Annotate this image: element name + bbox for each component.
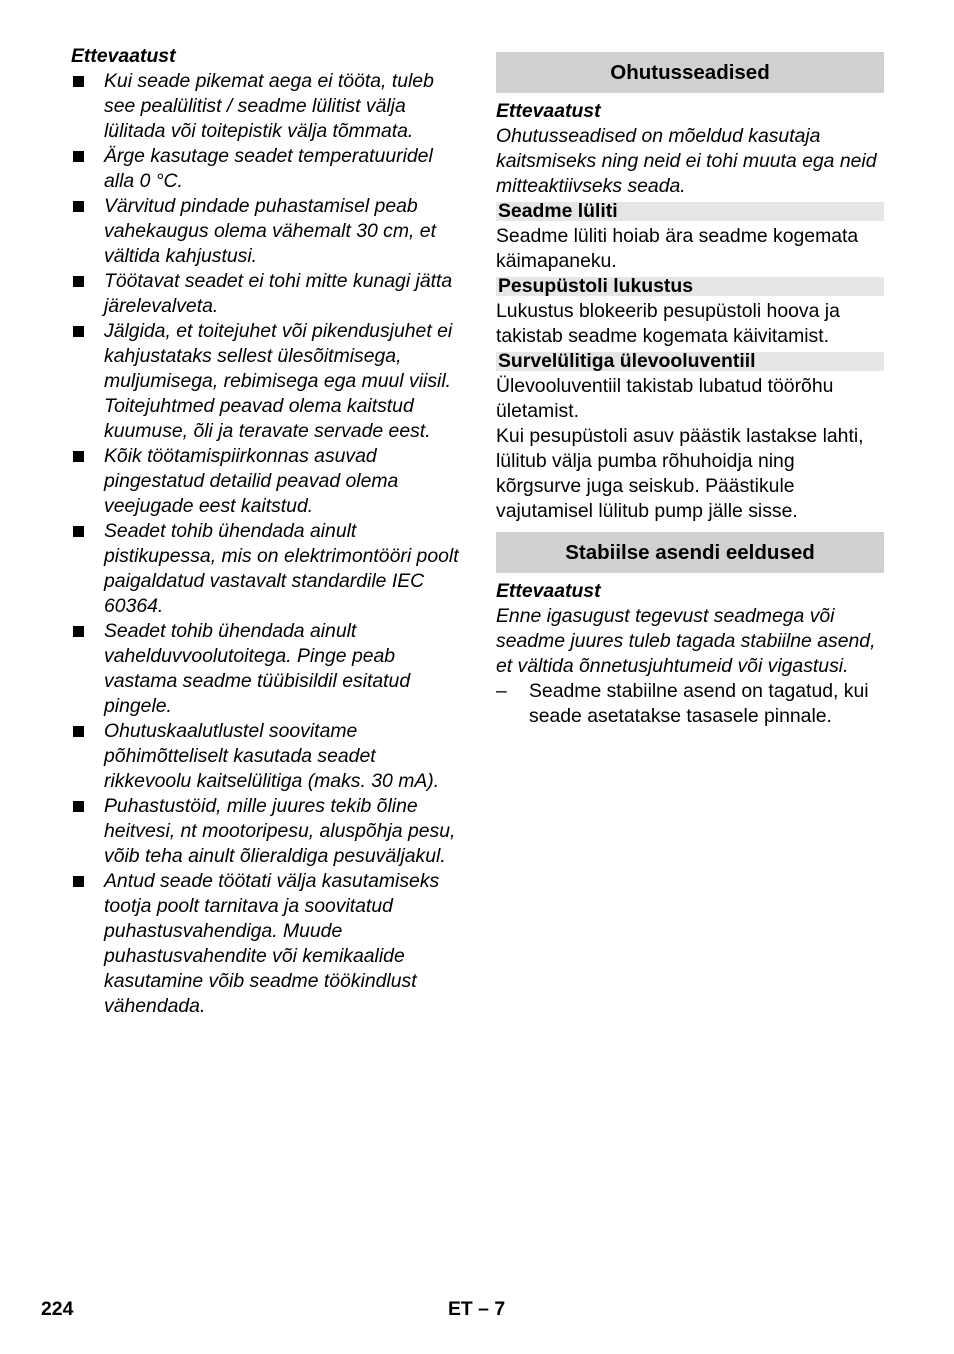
left-column xyxy=(71,44,461,1019)
list-item: Antud seade töötati välja kasutamiseks tootja poolt tarnitava ja soovitatud puhastusvahendiga. Muude puhastusvahendite või kemikaalide kasutamine võib seadme töökindlust vähendada. xyxy=(71,869,461,1019)
subsection-text: Seadme lüliti hoiab ära seadme kogemata käimapaneku. xyxy=(496,225,859,272)
right-column xyxy=(496,44,884,729)
dash-marker: – xyxy=(496,680,507,702)
list-item: Jälgida, et toitejuhet või pikendusjuhet ei kahjustataks sellest ülesõitmisega, muljumisega, rebimisega ega muul viisil. Toitejuhtmed peavad olema kaitstud kuumuse, õli ja teravate servade eest. xyxy=(71,319,461,444)
warning-list xyxy=(71,69,461,1019)
warning-heading: Ettevaatust xyxy=(496,580,601,602)
subsection-text: Ülevooluventiil takistab lubatud töörõhu ületamist. xyxy=(496,375,834,422)
list-item: Puhastustöid, mille juures tekib õline heitvesi, nt mootoripesu, aluspõhja pesu, võib teha ainult õlieraldiga pesuväljakul. xyxy=(71,794,461,869)
subsection-text: Kui pesupüstoli asuv päästik lastakse lahti, lülitub välja pumba rõhuhoidja ning kõrgsurve juga seiskub. Päästikule vajutamisel lülitub pump jälle sisse. xyxy=(496,425,864,522)
warning-text: Ohutusseadised on mõeldud kasutaja kaitsmiseks ning neid ei tohi muuta ega neid mitteaktiivseks seada. xyxy=(496,125,877,197)
list-item: Ärge kasutage seadet temperatuuridel alla 0 °C. xyxy=(71,144,461,194)
dash-list-item xyxy=(496,679,884,729)
section-title-stability: Stabiilse asendi eeldused xyxy=(496,532,884,573)
list-item: Töötavat seadet ei tohi mitte kunagi jätta järelevalveta. xyxy=(71,269,461,319)
list-item: Ohutuskaalutlustel soovitame põhimõtteliselt kasutada seadet rikkevoolu kaitselülitiga (maks. 30 mA). xyxy=(71,719,461,794)
warning-heading: Ettevaatust xyxy=(71,45,176,67)
page-number: 224 xyxy=(41,1298,74,1320)
subsection-text: Lukustus blokeerib pesupüstoli hoova ja takistab seadme kogemata käivitamist. xyxy=(496,300,840,347)
subsection-title-overflow-valve: Survelülitiga ülevooluventiil xyxy=(496,352,884,371)
section-label: ET – 7 xyxy=(448,1298,506,1320)
warning-text: Enne igasugust tegevust seadmega või seadme juures tuleb tagada stabiilne asend, et vältida õnnetusjuhtumeid või vigastusi. xyxy=(496,605,876,677)
dash-item-text: Seadme stabiilne asend on tagatud, kui seade asetatakse tasasele pinnale. xyxy=(529,680,869,727)
list-item: Seadet tohib ühendada ainult vahelduvvoolutoitega. Pinge peab vastama seadme tüübisildil esitatud pingele. xyxy=(71,619,461,719)
list-item: Kui seade pikemat aega ei tööta, tuleb see pealülitist / seadme lülitist välja lülitada või toitepistik välja tõmmata. xyxy=(71,69,461,144)
section-title-safety-devices: Ohutusseadised xyxy=(496,52,884,93)
list-item: Kõik töötamispiirkonnas asuvad pingestatud detailid peavad olema veejugade eest kaitstud. xyxy=(71,444,461,519)
list-item: Seadet tohib ühendada ainult pistikupessa, mis on elektrimontööri poolt paigaldatud vastavalt standardile IEC 60364. xyxy=(71,519,461,619)
list-item: Värvitud pindade puhastamisel peab vahekaugus olema vähemalt 30 cm, et vältida kahjustusi. xyxy=(71,194,461,269)
subsection-title-gun-lock: Pesupüstoli lukustus xyxy=(496,277,884,296)
warning-heading: Ettevaatust xyxy=(496,100,601,122)
subsection-title-device-switch: Seadme lüliti xyxy=(496,202,884,221)
